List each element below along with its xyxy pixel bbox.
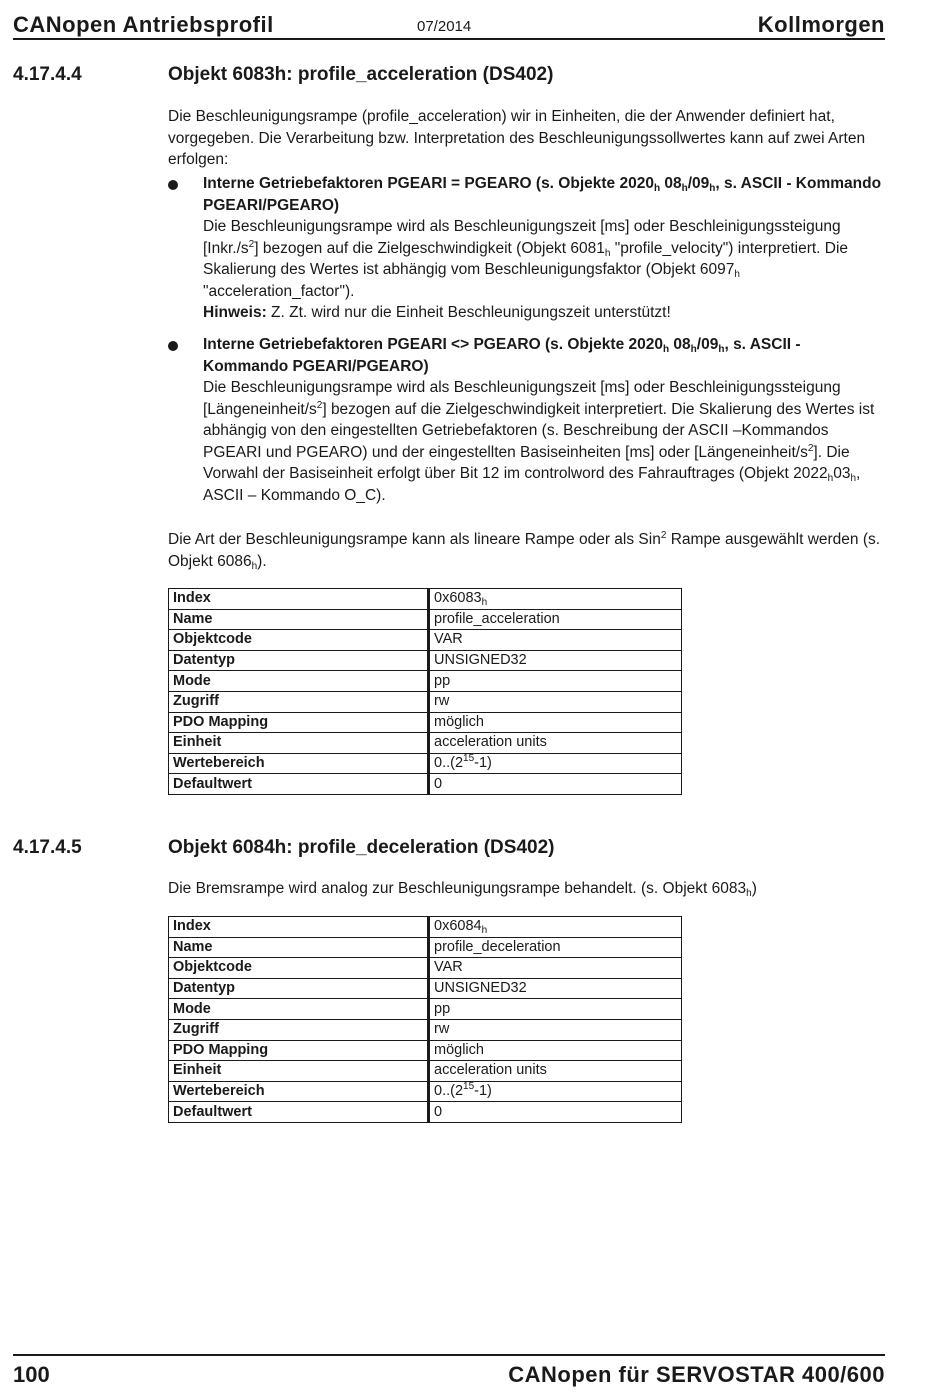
section-number: 4.17.4.4	[13, 64, 82, 85]
table-row: Index $0x6083_h$	[169, 589, 682, 610]
bullet-heading: Interne Getriebefaktoren PGEARI <> PGEARO (s. Objekte $2020_h$ $08_h/09_h$, s. ASCII - Kommando PGEARI/PGEARO)	[203, 336, 801, 375]
section-title: Objekt 6084h: profile_deceleration (DS402)	[168, 837, 555, 858]
table-row: Datentyp UNSIGNED32	[169, 650, 682, 671]
table-row: Objektcode VAR	[169, 630, 682, 651]
header-date: 07/2014	[417, 18, 472, 35]
section-intro: Die Beschleunigungsrampe (profile_acceleration) wir in Einheiten, die der Anwender definiert hat, vorgegeben. Die Verarbeitung bzw. Interpretation des Beschleunigungssollwertes kann auf zwei Arten erfolgen:	[168, 108, 866, 168]
section-title: Objekt 6083h: profile_acceleration (DS402)	[168, 64, 554, 85]
bullet-text: Die Beschleunigungsrampe wird als Beschleunigungszeit [ms] oder Beschleinigungssteigung $[Inkr./s^2]$ bezogen auf die Zielgeschwindigkeit (Objekt $6081_h$ "profile_velocity") interpretiert. Die Skalierung des Wertes ist abhängig vom Beschleunigungsfaktor (Objekt $6097_h$ "acceleration_factor").	[203, 218, 849, 300]
table-row: Index $0x6084_h$	[169, 917, 682, 938]
table-row: PDO Mapping möglich	[169, 1040, 682, 1061]
table-row: Einheit acceleration units	[169, 733, 682, 754]
bullet-dot	[168, 180, 178, 190]
table-row: Wertebereich $0..(2^{15}-1)$	[169, 1081, 682, 1102]
table-row: Mode pp	[169, 999, 682, 1020]
page-footer	[13, 1354, 885, 1392]
section-intro: Die Bremsrampe wird analog zur Beschleunigungsrampe behandelt. (s. Objekt $6083_h$)	[168, 880, 757, 899]
table-row: Mode pp	[169, 671, 682, 692]
table-row: Objektcode VAR	[169, 958, 682, 979]
table-row: Defaultwert 0	[169, 1102, 682, 1123]
header-title: CANopen Antriebsprofil	[13, 12, 274, 37]
table-row: Zugriff rw	[169, 1019, 682, 1040]
object-table	[168, 588, 682, 795]
table-row: Datentyp UNSIGNED32	[169, 978, 682, 999]
footer-title: CANopen für SERVOSTAR 400/600	[508, 1362, 885, 1387]
table-row: Zugriff rw	[169, 691, 682, 712]
table-row: Name profile_acceleration	[169, 609, 682, 630]
section-number: 4.17.4.5	[13, 837, 82, 858]
table-row: PDO Mapping möglich	[169, 712, 682, 733]
page-header	[13, 12, 885, 40]
bullet-dot	[168, 341, 178, 351]
table-row: Defaultwert 0	[169, 774, 682, 795]
table-row: Einheit acceleration units	[169, 1061, 682, 1082]
bullet-note: Hinweis: Z. Zt. wird nur die Einheit Beschleunigungszeit unterstützt!	[203, 304, 671, 321]
section-outro: Die Art der Beschleunigungsrampe kann als lineare Rampe oder als Sin$^2$ Rampe ausgewählt werden (s. Objekt $6086_h$).	[168, 530, 881, 572]
bullet-item	[203, 334, 889, 506]
bullet-heading: Interne Getriebefaktoren PGEARI = PGEARO (s. Objekte $2020_h$ $08_h/09_h$, s. ASCII - Kommando PGEARI/PGEARO)	[203, 175, 882, 214]
table-row: Name profile_deceleration	[169, 937, 682, 958]
header-brand: Kollmorgen	[757, 12, 885, 37]
bullet-item	[203, 173, 889, 324]
page-number: 100	[13, 1362, 50, 1387]
bullet-text: Die Beschleunigungsrampe wird als Beschleunigungszeit [ms] oder Beschleinigungssteigung $[Längeneinheit/s^2]$ bezogen auf die Zielgeschwindigkeit interpretiert. Die Skalierung des Wertes ist abhängig von den eingestellten Getriebefaktoren (s. Beschreibung der ASCII –Kommandos PGEARI und PGEARO) und der eingestellten Basiseinheiten [ms] oder $[Längeneinheit/s^2]$. Die Vorwahl der Basiseinheit erfolgt über Bit 12 im controlword des Fahrauftrages (Objekt $2022_h03_h$, ASCII – Kommando O_C).	[203, 379, 875, 504]
table-row: Wertebereich $0..(2^{15}-1)$	[169, 753, 682, 774]
object-table	[168, 916, 682, 1123]
